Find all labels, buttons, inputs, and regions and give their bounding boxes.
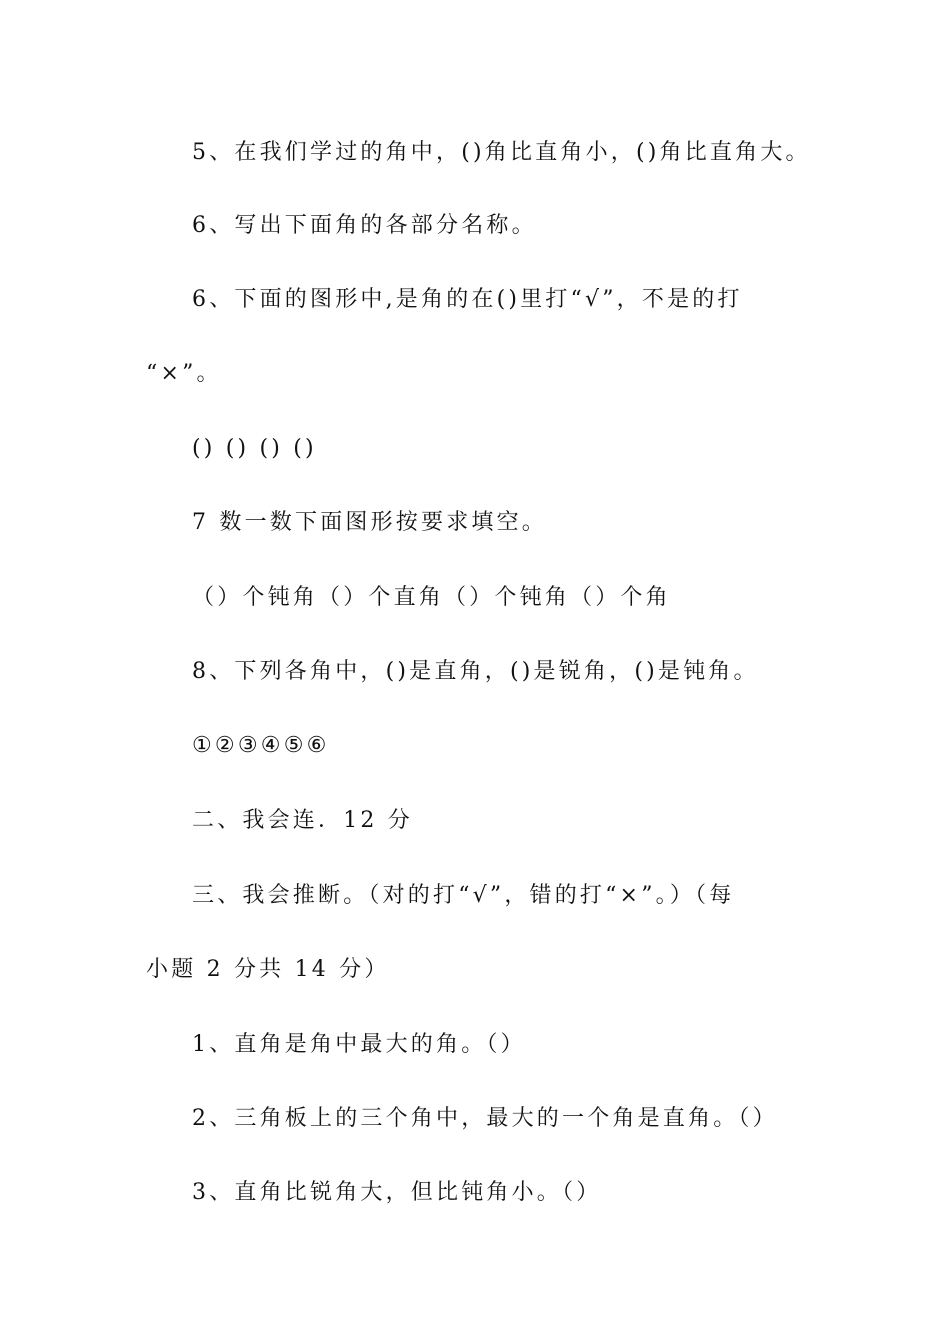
judgement-1: 1、直角是角中最大的角。（） <box>192 1032 526 1057</box>
question-8-classify-angles: 8、下列各角中，()是直角，()是锐角，()是钝角。 <box>192 659 759 684</box>
section-3-heading-cont: 小题 2 分共 14 分） <box>146 957 390 982</box>
question-6-identify-angles-cont: “×”。 <box>146 361 222 386</box>
answer-blanks-row: () () () () <box>192 436 317 461</box>
question-6-identify-angles: 6、下面的图形中,是角的在()里打“√”，不是的打 <box>192 287 743 312</box>
question-5-angles: 5、在我们学过的角中，()角比直角小，()角比直角大。 <box>192 140 811 165</box>
judgement-2: 2、三角板上的三个角中，最大的一个角是直角。（） <box>192 1106 778 1131</box>
question-7-fill-blanks: （）个钝角（）个直角（）个钝角（）个角 <box>192 585 671 610</box>
section-2-heading: 二、我会连．12 分 <box>192 808 413 833</box>
question-6-angle-parts: 6、写出下面角的各部分名称。 <box>192 213 537 238</box>
question-7-count-shapes: 7 数一数下面图形按要求填空。 <box>192 510 547 535</box>
circled-numbers-row: ①②③④⑤⑥ <box>192 733 330 758</box>
section-3-heading: 三、我会推断。（对的打“√”，错的打“×”。）（每 <box>192 883 735 908</box>
judgement-3: 3、直角比锐角大，但比钝角小。（） <box>192 1180 602 1205</box>
